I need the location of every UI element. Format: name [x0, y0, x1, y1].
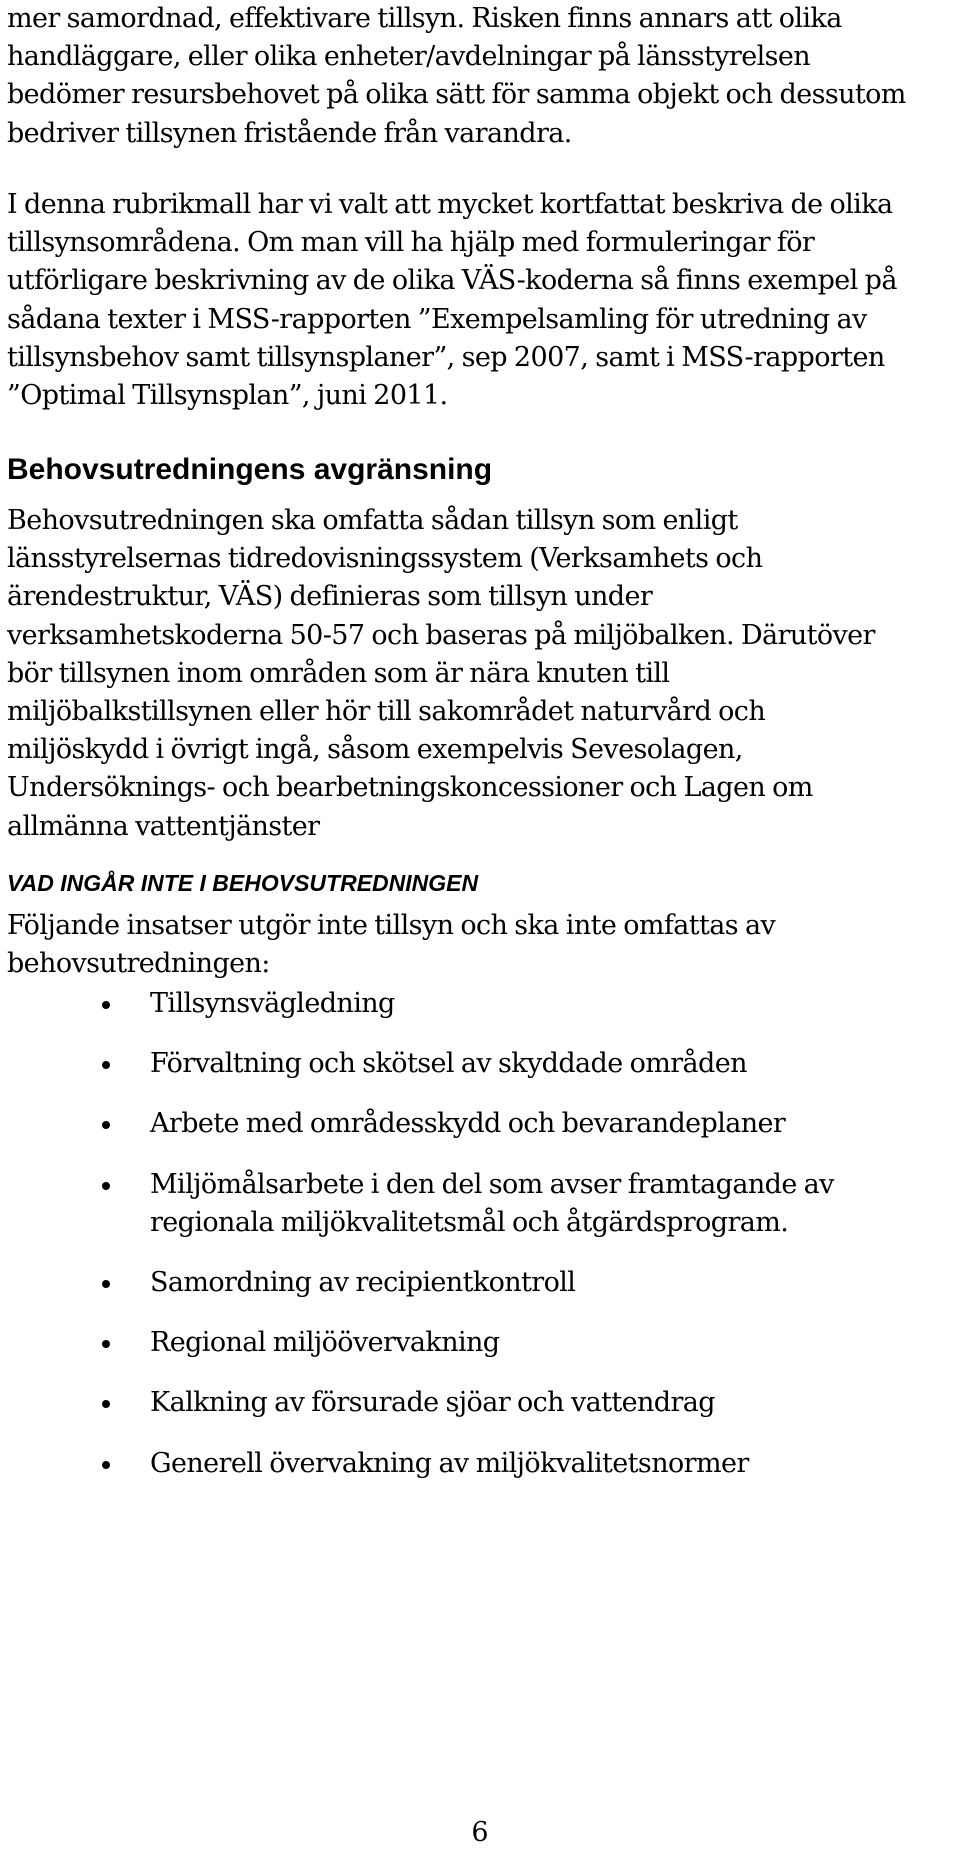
intro-paragraph [7, 0, 957, 153]
list-item-text: Arbete med områdesskydd och bevarandeplaner [150, 1108, 786, 1140]
text-line: tillsynsområdena. Om man vill ha hjälp med formuleringar för [7, 227, 815, 259]
text-line: bedriver tillsynen fristående från varandra. [7, 117, 572, 149]
list-item [0, 1105, 960, 1143]
text-line: utförligare beskrivning av de olika VÄS-koderna så finns exempel på [7, 265, 897, 297]
text-line: behovsutredningen: [7, 948, 270, 980]
text-line: ”Optimal Tillsynsplan”, juni 2011. [7, 380, 448, 412]
list-item-text: Kalkning av försurade sjöar och vattendrag [150, 1387, 715, 1419]
bullet-icon [102, 1121, 110, 1129]
text-line: allmänna vattentjänster [7, 810, 320, 842]
text-line: mer samordnad, effektivare tillsyn. Risken finns annars att olika [7, 3, 842, 34]
text-line: verksamhetskoderna 50-57 och baseras på miljöbalken. Därutöver [7, 619, 875, 651]
subheading: VAD INGÅR INTE I BEHOVSUTREDNINGEN [7, 870, 479, 896]
list-item-text: Samordning av recipientkontroll [150, 1267, 576, 1299]
text-line: Undersöknings- och bearbetningskoncessioner och Lagen om [7, 772, 813, 804]
bullet-icon [102, 1280, 110, 1288]
bullet-icon [102, 1400, 110, 1408]
list-item-text: Miljömålsarbete i den del som avser framtagande av [150, 1168, 834, 1200]
text-line: bedömer resursbehovet på olika sätt för samma objekt och dessutom [7, 79, 906, 111]
text-line: bör tillsynen inom områden som är nära knuten till [7, 657, 670, 689]
page-number: 6 [471, 1817, 489, 1848]
list-item-text: Förvaltning och skötsel av skyddade områden [150, 1048, 747, 1080]
text-line: Följande insatser utgör inte tillsyn och ska inte omfattas av [7, 910, 776, 941]
scope-paragraph [7, 502, 957, 846]
text-line: miljöskydd i övrigt ingå, såsom exempelvis Sevesolagen, [7, 734, 743, 766]
text-line: ärendestruktur, VÄS) definieras som tillsyn under [7, 581, 653, 613]
list-item [0, 1445, 960, 1483]
section-heading: Behovsutredningens avgränsning [7, 453, 493, 486]
list-item [0, 1045, 960, 1083]
text-line: I denna rubrikmall har vi valt att mycket kortfattat beskriva de olika [7, 189, 893, 220]
text-line: Behovsutredningen ska omfatta sådan tillsyn som enligt [7, 505, 738, 536]
list-item [0, 1384, 960, 1422]
text-line: sådana texter i MSS-rapporten ”Exempelsamling för utredning av [7, 303, 867, 335]
bullet-icon [102, 1182, 110, 1190]
bullet-icon [102, 1001, 110, 1009]
bullet-icon [102, 1340, 110, 1348]
list-item-text: Generell övervakning av miljökvalitetsnormer [150, 1447, 749, 1479]
text-line: miljöbalkstillsynen eller hör till sakområdet naturvård och [7, 696, 766, 728]
text-line: tillsynsbehov samt tillsynsplaner”, sep 2007, samt i MSS-rapporten [7, 341, 885, 373]
list-item [0, 985, 960, 1023]
rubrikmall-paragraph [7, 186, 957, 415]
text-line: handläggare, eller olika enheter/avdelningar på länsstyrelsen [7, 41, 811, 73]
list-item [0, 1324, 960, 1362]
text-line: länsstyrelsernas tidredovisningssystem (Verksamhets och [7, 543, 763, 575]
list-item [0, 1166, 960, 1242]
list-item-text: regionala miljökvalitetsmål och åtgärdsprogram. [150, 1206, 789, 1238]
list-item-text: Regional miljöövervakning [150, 1327, 500, 1359]
list-item-text: Tillsynsvägledning [150, 988, 395, 1019]
list-item [0, 1264, 960, 1302]
bullet-icon [102, 1061, 110, 1069]
bullet-icon [102, 1461, 110, 1469]
exclusion-intro [7, 907, 957, 983]
exclusion-list [0, 985, 960, 1483]
